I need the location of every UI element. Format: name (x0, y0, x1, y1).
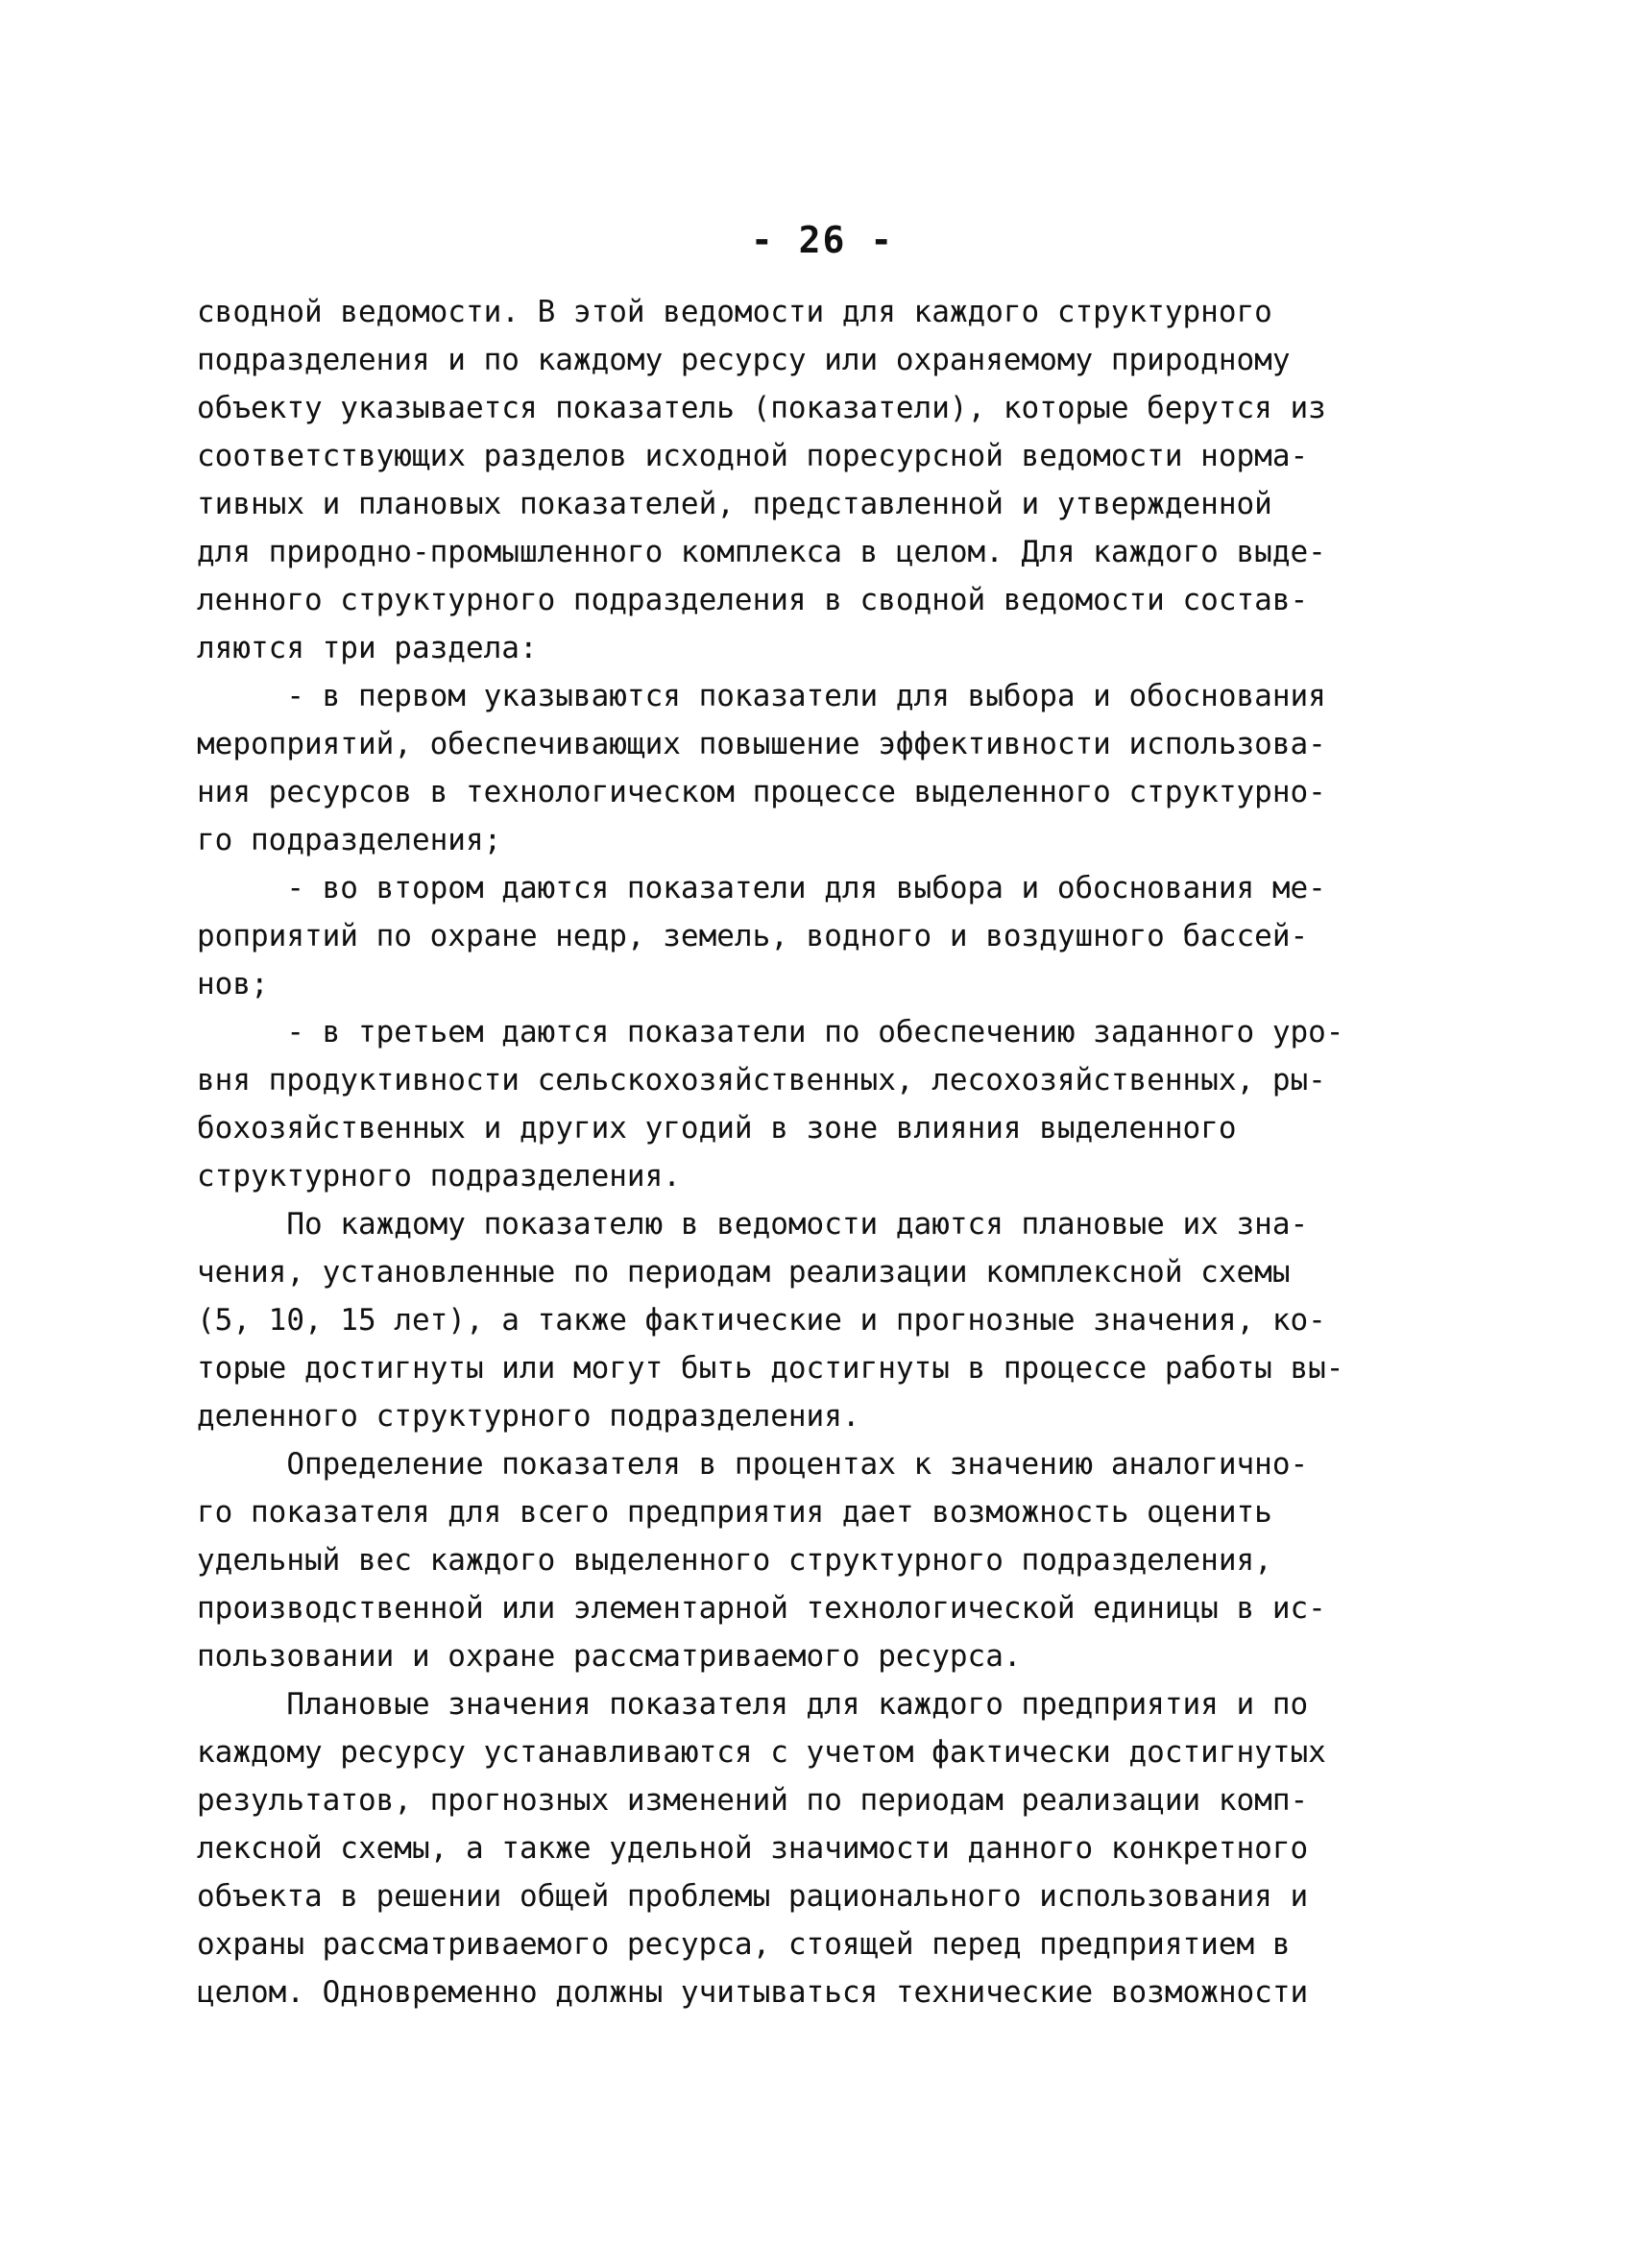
text-line: тивных и плановых показателей, представленной и утвержденной (197, 487, 1272, 521)
text-line: - во втором даются показатели для выбора и обоснования ме- (197, 871, 1326, 905)
text-line: соответствующих разделов исходной поресурсной ведомости норма- (197, 439, 1309, 473)
text-line: Плановые значения показателя для каждого предприятия и по (197, 1687, 1309, 1722)
text-line: (5, 10, 15 лет), а также фактические и прогнозные значения, ко- (197, 1303, 1326, 1338)
text-line: ляются три раздела: (197, 631, 538, 665)
text-line: чения, установленные по периодам реализации комплексной схемы (197, 1255, 1291, 1290)
text-line: го показателя для всего предприятия дает возможность оценить (197, 1495, 1272, 1530)
text-line: ния ресурсов в технологическом процессе выделенного структурно- (197, 775, 1326, 809)
text-line: мероприятий, обеспечивающих повышение эффективности использова- (197, 727, 1326, 761)
text-line: По каждому показателю в ведомости даются плановые их зна- (197, 1207, 1309, 1242)
text-line: ленного структурного подразделения в сводной ведомости состав- (197, 583, 1309, 617)
page-number: - 26 - (750, 219, 895, 261)
text-line: сводной ведомости. В этой ведомости для каждого структурного (197, 295, 1272, 329)
text-line: торые достигнуты или могут быть достигнуты в процессе работы вы- (197, 1351, 1344, 1386)
text-line: структурного подразделения. (197, 1159, 681, 1194)
text-line: для природно-промышленного комплекса в целом. Для каждого выде- (197, 535, 1326, 569)
text-line: вня продуктивности сельскохозяйственных, лесохозяйственных, ры- (197, 1063, 1326, 1098)
text-line: результатов, прогнозных изменений по периодам реализации комп- (197, 1783, 1309, 1818)
text-line: производственной или элементарной технологической единицы в ис- (197, 1591, 1326, 1626)
text-line: нов; (197, 967, 269, 1001)
text-line: - в первом указываются показатели для выбора и обоснования (197, 679, 1326, 713)
text-line: деленного структурного подразделения. (197, 1399, 860, 1434)
text-line: роприятий по охране недр, земель, водного и воздушного бассей- (197, 919, 1309, 953)
text-line: удельный вес каждого выделенного структурного подразделения, (197, 1543, 1272, 1578)
text-line: объекту указывается показатель (показатели), которые берутся из (197, 391, 1326, 425)
text-line: целом. Одновременно должны учитываться технические возможности (197, 1975, 1309, 2010)
text-line: подразделения и по каждому ресурсу или охраняемому природному (197, 343, 1291, 377)
text-line: го подразделения; (197, 823, 502, 857)
text-line: Определение показателя в процентах к значению аналогично- (197, 1447, 1309, 1482)
text-line: бохозяйственных и других угодий в зоне влияния выделенного (197, 1111, 1237, 1146)
text-line: каждому ресурсу устанавливаются с учетом фактически достигнутых (197, 1735, 1326, 1770)
body-text (197, 288, 1445, 2016)
text-line: лексной схемы, а также удельной значимости данного конкретного (197, 1831, 1309, 1866)
text-line: объекта в решении общей проблемы рационального использования и (197, 1879, 1309, 1914)
text-line: - в третьем даются показатели по обеспечению заданного уро- (197, 1015, 1344, 1050)
text-line: пользовании и охране рассматриваемого ресурса. (197, 1639, 1022, 1674)
text-line: охраны рассматриваемого ресурса, стоящей перед предприятием в (197, 1927, 1291, 1962)
